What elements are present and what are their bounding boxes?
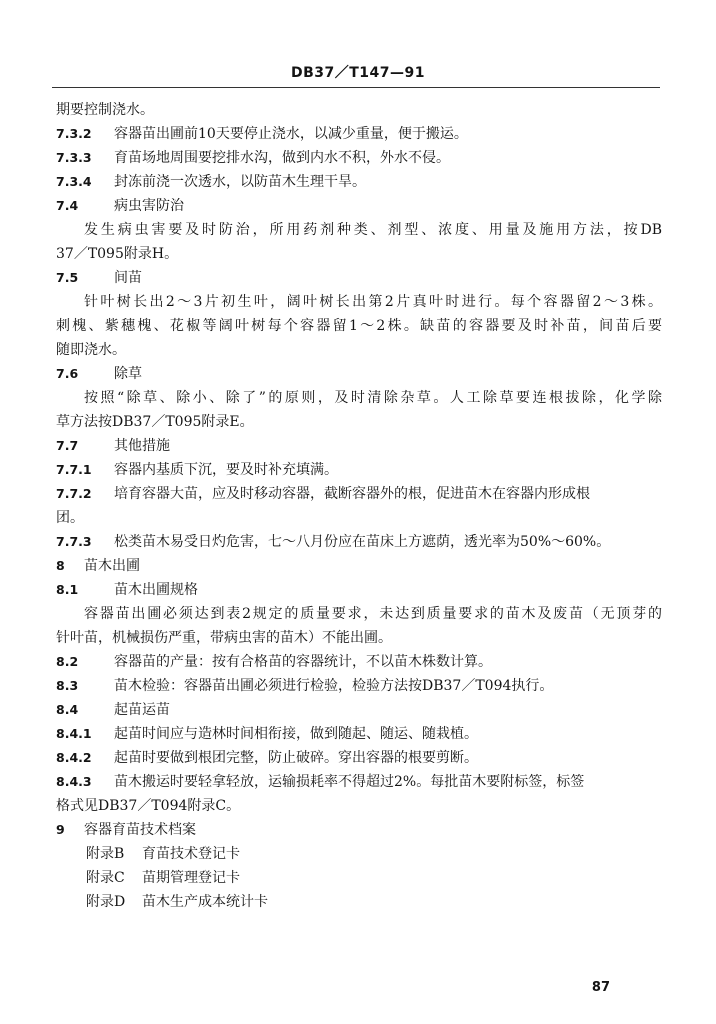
appendix-d-entry <box>56 890 662 914</box>
paragraph-line <box>56 290 662 314</box>
line-text: 容器苗出圃必须达到表2规定的质量要求，未达到质量要求的苗木及废苗（无顶芽的 <box>84 606 662 622</box>
line-text: 刺槐、紫穗槐、花椒等阔叶树每个容器留1～2株。缺苗的容器要及时补苗，间苗后要 <box>56 318 662 334</box>
paragraph-line <box>56 410 662 434</box>
clause-text: 松类苗木易受日灼危害，七～八月份应在苗床上方遮荫，透光率为50%～60%。 <box>114 534 611 550</box>
appendix-label: 附录D <box>86 894 126 910</box>
chapter-heading-8 <box>56 554 662 578</box>
chapter-title: 苗木出圃 <box>84 558 140 574</box>
clause-7-3-3 <box>56 146 662 170</box>
clause-text: 苗木检验：容器苗出圃必须进行检验，检验方法按DB37／T094执行。 <box>114 678 554 694</box>
clause-text: 苗木搬运时要轻拿轻放，运输损耗率不得超过2%。每批苗木要附标签，标签 <box>114 774 585 790</box>
section-title: 其他措施 <box>114 438 170 454</box>
appendix-c-entry <box>56 866 662 890</box>
chapter-heading-9 <box>56 818 662 842</box>
line-text: 期要控制浇水。 <box>56 102 154 118</box>
clause-8-3 <box>56 674 662 698</box>
clause-number: 8.3 <box>56 678 79 693</box>
clause-text: 容器苗出圃前10天要停止浇水，以减少重量，便于搬运。 <box>114 126 468 142</box>
page-header: DB37／T147—91 <box>290 65 426 81</box>
section-heading-7-4 <box>56 194 662 218</box>
line-text: 团。 <box>56 510 84 526</box>
clause-number: 8.4.2 <box>56 750 92 765</box>
clause-8-4-1 <box>56 722 662 746</box>
section-title: 起苗运苗 <box>114 702 170 718</box>
line-text: 格式见DB37／T094附录C。 <box>56 798 241 814</box>
appendix-label: 附录C <box>86 870 125 886</box>
section-number: 7.4 <box>56 198 79 213</box>
section-number: 7.5 <box>56 270 79 285</box>
section-title: 间苗 <box>114 270 142 286</box>
appendix-label: 附录B <box>86 846 125 862</box>
clause-text: 培育容器大苗，应及时移动容器，截断容器外的根，促进苗木在容器内形成根 <box>114 486 590 502</box>
paragraph-line <box>56 242 662 266</box>
clause-text: 封冻前浇一次透水，以防苗木生理干旱。 <box>114 174 366 190</box>
section-title: 病虫害防治 <box>114 198 184 214</box>
clause-8-2 <box>56 650 662 674</box>
clause-7-7-2 <box>56 482 662 506</box>
line-text: 针叶苗，机械损伤严重，带病虫害的苗木）不能出圃。 <box>56 630 392 646</box>
appendix-title: 苗期管理登记卡 <box>142 870 240 886</box>
clause-7-3-4 <box>56 170 662 194</box>
clause-7-3-2 <box>56 122 662 146</box>
chapter-number: 8 <box>56 558 65 573</box>
clause-text: 起苗时要做到根团完整，防止破碎。穿出容器的根要剪断。 <box>114 750 478 766</box>
paragraph-line <box>56 386 662 410</box>
section-title: 苗木出圃规格 <box>114 582 198 598</box>
line-text: 发生病虫害要及时防治，所用药剂种类、剂型、浓度、用量及施用方法，按DB <box>84 222 662 238</box>
section-number: 8.4 <box>56 702 79 717</box>
clause-number: 8.2 <box>56 654 79 669</box>
line-text: 按照“除草、除小、除了”的原则，及时清除杂草。人工除草要连根拔除，化学除 <box>84 390 662 406</box>
clause-8-4-2 <box>56 746 662 770</box>
chapter-number: 9 <box>56 822 65 837</box>
clause-number: 7.3.4 <box>56 174 92 189</box>
section-number: 7.6 <box>56 366 79 381</box>
clause-number: 7.7.3 <box>56 534 92 549</box>
section-number: 7.7 <box>56 438 79 453</box>
appendix-title: 育苗技术登记卡 <box>142 846 240 862</box>
document-body <box>56 98 662 914</box>
line-text: 针叶树长出2～3片初生叶，阔叶树长出第2片真叶时进行。每个容器留2～3株。 <box>84 294 662 310</box>
header-rule <box>52 87 660 88</box>
paragraph-line <box>56 794 662 818</box>
paragraph-line <box>56 314 662 338</box>
clause-number: 8.4.3 <box>56 774 92 789</box>
chapter-title: 容器育苗技术档案 <box>84 822 196 838</box>
paragraph-line <box>56 602 662 626</box>
clause-text: 容器苗的产量：按有合格苗的容器统计，不以苗木株数计算。 <box>114 654 492 670</box>
text-line <box>56 98 662 122</box>
clause-number: 7.3.3 <box>56 150 92 165</box>
clause-text: 起苗时间应与造林时间相衔接，做到随起、随运、随栽植。 <box>114 726 478 742</box>
line-text: 草方法按DB37／T095附录E。 <box>56 414 254 430</box>
clause-number: 7.7.2 <box>56 486 92 501</box>
paragraph-line <box>56 626 662 650</box>
paragraph-line <box>56 218 662 242</box>
section-heading-7-7 <box>56 434 662 458</box>
section-heading-7-5 <box>56 266 662 290</box>
line-text: 37／T095附录H。 <box>56 246 179 262</box>
section-heading-7-6 <box>56 362 662 386</box>
section-number: 8.1 <box>56 582 79 597</box>
clause-8-4-3 <box>56 770 662 794</box>
clause-number: 7.3.2 <box>56 126 92 141</box>
clause-number: 7.7.1 <box>56 462 92 477</box>
appendix-b-entry <box>56 842 662 866</box>
section-heading-8-1 <box>56 578 662 602</box>
paragraph-line <box>56 506 662 530</box>
clause-text: 育苗场地周围要挖排水沟，做到内水不积，外水不侵。 <box>114 150 450 166</box>
clause-7-7-1 <box>56 458 662 482</box>
page-number: 87 <box>591 980 610 995</box>
section-title: 除草 <box>114 366 142 382</box>
line-text: 随即浇水。 <box>56 342 126 358</box>
clause-7-7-3 <box>56 530 662 554</box>
appendix-title: 苗木生产成本统计卡 <box>142 894 268 910</box>
clause-number: 8.4.1 <box>56 726 92 741</box>
paragraph-line <box>56 338 662 362</box>
clause-text: 容器内基质下沉，要及时补充填满。 <box>114 462 338 478</box>
section-heading-8-4 <box>56 698 662 722</box>
